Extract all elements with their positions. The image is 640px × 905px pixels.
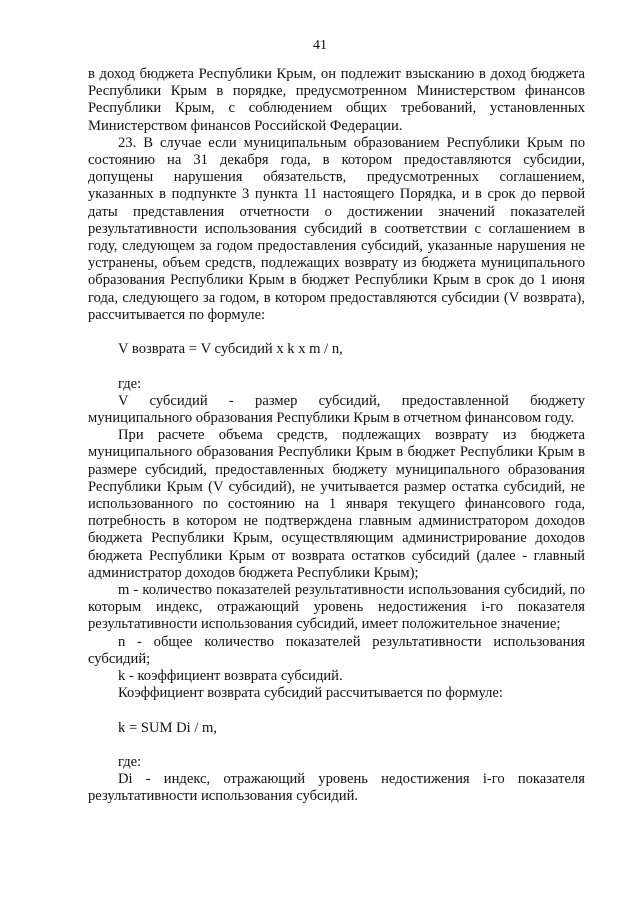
paragraph-continuation: в доход бюджета Республики Крым, он подлежит взысканию в доход бюджета Республики Крым в порядке, предусмотренном Министерством финансов Республики Крым, с соблюдением общих требований, установленных Министерством финансов Российской Федерации.: [88, 66, 585, 134]
definition-k: k - коэффициент возврата субсидий.: [118, 668, 343, 685]
page-number: 41: [313, 38, 327, 53]
definition-n: n - общее количество показателей результативности использования субсидий;: [88, 633, 585, 667]
definition-m: m - количество показателей результативности использования субсидий, по которым индекс, отражающий уровень недостижения i-го показателя результативности использования субсидий, имеет положительное значение;: [88, 582, 585, 633]
paragraph-clause-23: 23. В случае если муниципальным образованием Республики Крым по состоянию на 31 декабря года, в котором предоставляются субсидии, допущены нарушения обязательств, предусмотренных соглашением, указанных в подпункте 3 пункта 11 настоящего Порядка, и в срок до первой даты представления отчетности о достижении значений показателей результативности использования субсидий в соответствии с соглашением в году, следующем за годом предоставления субсидий, указанные нарушения не устранены, объем средств, подлежащих возврату из бюджета муниципального образования Республики Крым в бюджет Республики Крым в срок до 1 июня года, следующего за годом, в котором предоставляются субсидии (V возврата), рассчитывается по формуле:: [88, 134, 585, 323]
formula-v-return: V возврата = V субсидий x k x m / n,: [118, 341, 343, 358]
definition-di: Di - индекс, отражающий уровень недостижения i-го показателя результативности использования субсидий.: [88, 771, 585, 805]
where-label: где:: [118, 375, 142, 392]
definition-v-subsidies: V субсидий - размер субсидий, предоставленной бюджету муниципального образования Республики Крым в отчетном финансовом году.: [88, 392, 585, 427]
k-formula-intro: Коэффициент возврата субсидий рассчитывается по формуле:: [118, 685, 503, 702]
document-body: [88, 66, 585, 806]
paragraph-calculation-note: При расчете объема средств, подлежащих возврату из бюджета муниципального образования Республики Крым в бюджет Республики Крым в размере субсидий, предоставленных бюджету муниципального образования Республики Крым (V субсидий), не учитывается размер остатка субсидий, не использованного по состоянию на 1 января текущего финансового года, потребность в котором не подтверждена главным администратором доходов бюджета Республики Крым, осуществляющим администрирование доходов бюджета Республики Крым от возврата остатков субсидий (далее - главный администратор доходов бюджета Республики Крым);: [88, 427, 585, 581]
formula-k: k = SUM Di / m,: [118, 719, 218, 736]
where-label-2: где:: [118, 754, 142, 771]
